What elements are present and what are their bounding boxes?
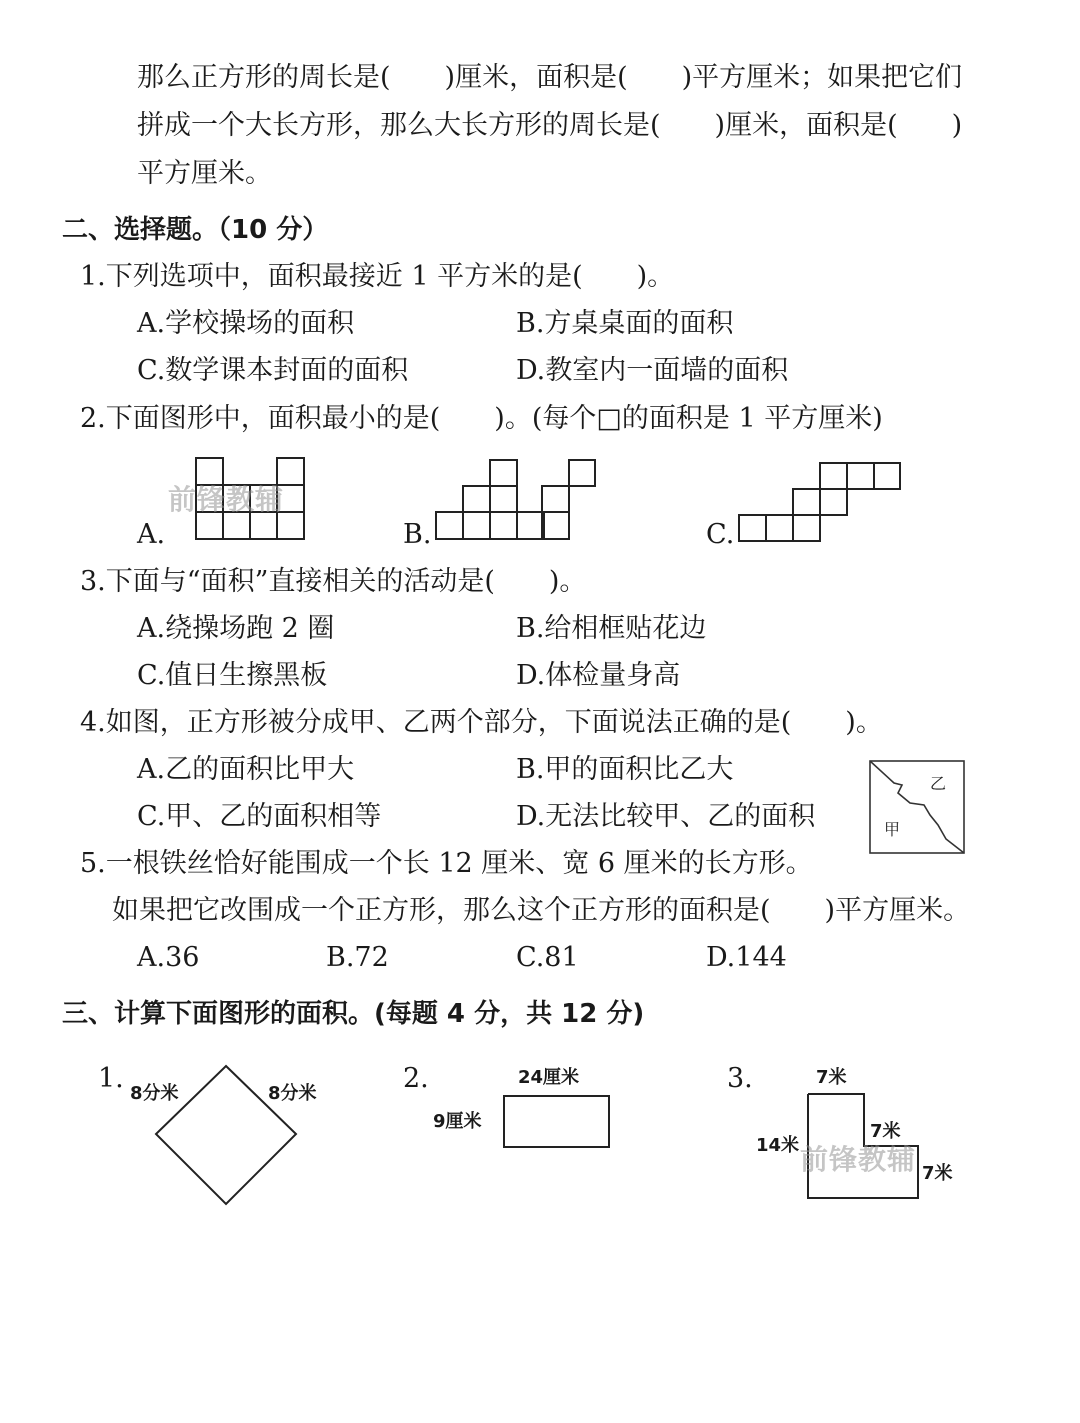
fig3-right-label: 7米 [922,1163,953,1184]
q1-option-c: C.数学课本封面的面积 [137,355,409,386]
intro-line-2: 拼成一个大长方形，那么大长方形的周长是( )厘米，面积是( ) [137,110,963,141]
fig1-side-left: 8分米 [130,1083,179,1104]
fig2-left-label: 9厘米 [433,1111,482,1132]
q5-stem-2: 如果把它改围成一个正方形，那么这个正方形的面积是( )平方厘米。 [112,895,971,926]
q4-square-figure [868,759,966,855]
q3-option-c: C.值日生擦黑板 [137,660,328,691]
q4-option-c: C.甲、乙的面积相等 [137,801,382,832]
q4-option-d: D.无法比较甲、乙的面积 [516,801,816,832]
q3-option-a: A.绕操场跑 2 圈 [137,613,335,644]
q2-option-b: B. [403,519,432,550]
q2-figure-c [737,460,903,544]
fig3-number: 3. [727,1063,753,1094]
fig3-top-label: 7米 [816,1067,847,1088]
watermark-2: 前锋教辅 [800,1143,917,1176]
fig1-square [150,1062,302,1208]
q4-label-jia: 甲 [884,820,901,839]
q5-option-d: D.144 [706,942,787,973]
q3-option-d: D.体检量身高 [516,660,681,691]
q3-stem: 3.下面与“面积”直接相关的活动是( )。 [80,566,587,597]
q5-option-b: B.72 [326,942,389,973]
intro-line-1: 那么正方形的周长是( )厘米，面积是( )平方厘米；如果把它们 [137,62,963,93]
q1-option-d: D.教室内一面墙的面积 [516,355,789,386]
q2-option-a: A. [137,519,166,550]
q1-stem: 1.下列选项中，面积最接近 1 平方米的是( )。 [80,261,675,292]
q4-option-b: B.甲的面积比乙大 [516,754,734,785]
section-3-heading: 三、计算下面图形的面积。(每题 4 分，共 12 分) [62,999,645,1029]
fig2-top-label: 24厘米 [518,1067,580,1088]
q5-option-a: A.36 [137,942,200,973]
fig1-side-right: 8分米 [268,1083,317,1104]
fig3-step-label: 7米 [870,1121,901,1142]
q4-stem: 4.如图，正方形被分成甲、乙两个部分，下面说法正确的是( )。 [80,707,883,738]
q1-option-b: B.方桌桌面的面积 [516,308,734,339]
q2-option-c: C. [706,519,735,550]
watermark-1: 前锋教辅 [168,483,285,516]
fig3-left-label: 14米 [756,1135,800,1156]
intro-line-3: 平方厘米。 [137,158,272,189]
section-2-heading: 二、选择题。（10 分） [62,215,329,245]
fig1-number: 1. [98,1063,124,1094]
q4-option-a: A.乙的面积比甲大 [137,754,355,785]
q5-stem-1: 5.一根铁丝恰好能围成一个长 12 厘米、宽 6 厘米的长方形。 [80,848,813,879]
q2-stem: 2.下面图形中，面积最小的是( )。(每个□的面积是 1 平方厘米) [80,403,883,434]
q5-option-c: C.81 [516,942,579,973]
q2-figure-b [434,458,600,542]
q3-option-b: B.给相框贴花边 [516,613,707,644]
fig2-rectangle [502,1094,612,1150]
q4-label-yi: 乙 [930,774,947,793]
q1-option-a: A.学校操场的面积 [137,308,355,339]
fig2-number: 2. [403,1063,429,1094]
